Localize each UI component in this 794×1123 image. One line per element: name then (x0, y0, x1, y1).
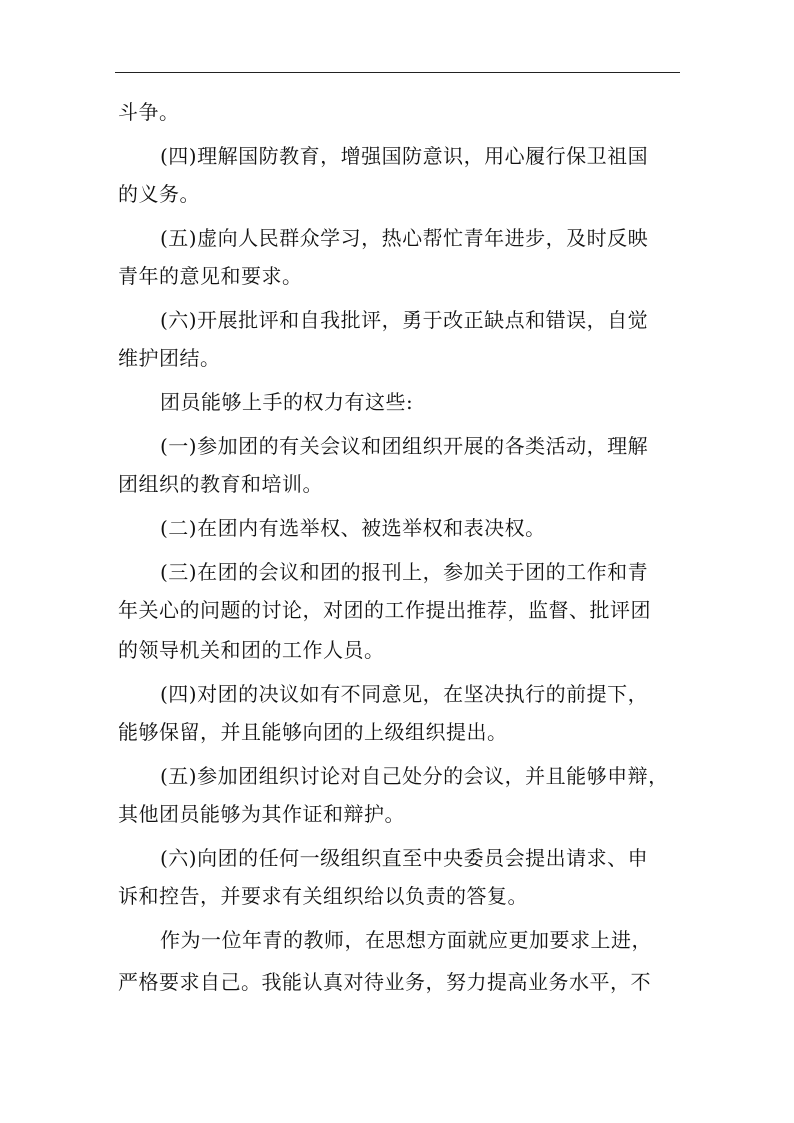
text-line-10: 团组织的教育和培训。 (118, 472, 323, 496)
text-line-15: (四)对团的决议如有不同意见，在坚决执行的前提下， (160, 682, 649, 706)
text-line-18: 其他团员能够为其作证和辩护。 (118, 802, 405, 826)
text-line-12: (三)在团的会议和团的报刊上，参加关于团的工作和青 (160, 560, 649, 584)
text-line-8: 团员能够上手的权力有这些: (160, 390, 414, 414)
text-line-9: (一)参加团的有关会议和团组织开展的各类活动，理解 (160, 434, 649, 458)
text-line-21: 作为一位年青的教师，在思想方面就应更加要求上进， (160, 928, 652, 952)
text-line-3: 的义务。 (118, 182, 200, 206)
header-rule (115, 72, 680, 73)
text-line-4: (五)虚向人民群众学习，热心帮忙青年进步，及时反映 (160, 226, 649, 250)
text-line-2: (四)理解国防教育，增强国防意识，用心履行保卫祖国 (160, 144, 649, 168)
text-line-13: 年关心的问题的讨论，对团的工作提出推荐，监督、批评团 (118, 598, 651, 622)
text-line-22: 严格要求自己。我能认真对待业务，努力提高业务水平，不 (118, 970, 651, 994)
text-line-6: (六)开展批评和自我批评，勇于改正缺点和错误，自觉 (160, 308, 649, 332)
text-line-16: 能够保留，并且能够向团的上级组织提出。 (118, 720, 508, 744)
text-line-11: (二)在团内有选举权、被选举权和表决权。 (160, 516, 546, 540)
text-line-14: 的领导机关和团的工作人员。 (118, 638, 385, 662)
text-line-20: 诉和控告，并要求有关组织给以负责的答复。 (118, 884, 528, 908)
text-line-1: 斗争。 (118, 100, 180, 124)
text-line-19: (六)向团的任何一级组织直至中央委员会提出请求、申 (160, 846, 649, 870)
text-line-7: 维护团结。 (118, 346, 221, 370)
text-line-17: (五)参加团组织讨论对自己处分的会议，并且能够申辩， (160, 764, 669, 788)
text-line-5: 青年的意见和要求。 (118, 264, 303, 288)
